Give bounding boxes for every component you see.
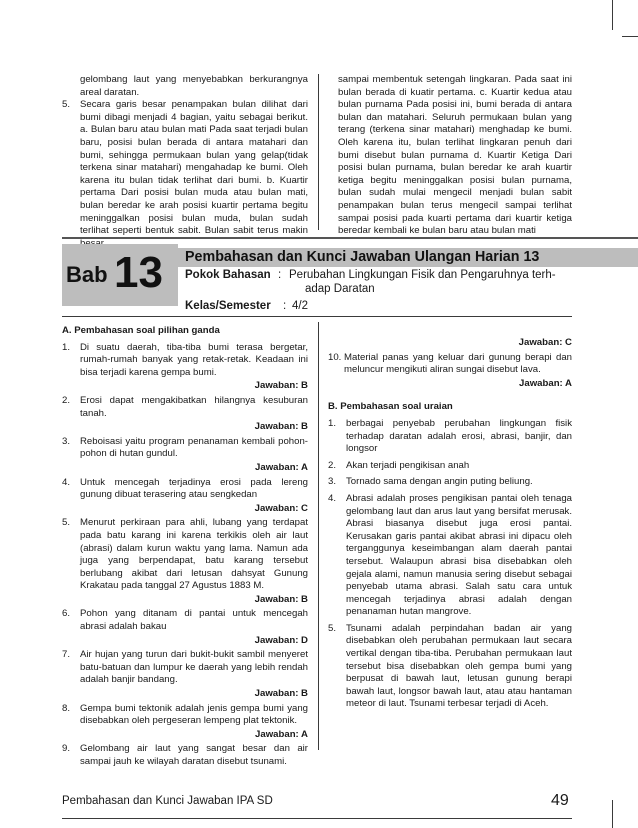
list-item-number: 6. [62, 608, 71, 620]
list-item-text: Gelombang air laut yang sangat besar dan air sampai jauh ke wilayah daratan disebut tsunami. [80, 743, 308, 767]
list-item-number: 4. [328, 492, 337, 504]
list-item-number: 3. [62, 435, 71, 447]
list-item-number: 2. [62, 394, 71, 406]
answer-label: Jawaban: B [254, 688, 308, 700]
answer-label: Jawaban: C [254, 502, 308, 514]
chapter-title: Pembahasan dan Kunci Jawaban Ulangan Harian 13 [185, 249, 540, 265]
lower-right-column [328, 336, 572, 715]
list-item-number: 2. [328, 459, 337, 471]
list-item-text: Gempa bumi tektonik adalah jenis gempa bumi yang disebabkan oleh pergeseran lempeng plat tektonik. [80, 702, 308, 727]
pokok-bahasan-value-line1: Perubahan Lingkungan Fisik dan Pengaruhnya terh- [289, 269, 556, 281]
list-item-number: 7. [62, 649, 71, 661]
pokok-bahasan-label: Pokok Bahasan [185, 269, 271, 281]
page-number: 49 [551, 792, 569, 809]
answer-label: Jawaban: B [254, 421, 308, 433]
list-item-text: Air hujan yang turun dari bukit-bukit sambil menyeret batu-batuan dan lumpur ke daerah yang lebih rendah adalah banjir bandang. [80, 649, 308, 686]
item4-continuation: gelombang laut yang menyebabkan berkurangnya areal daratan. [80, 74, 308, 98]
list-item [62, 703, 308, 728]
list-item [328, 493, 572, 619]
list-item-text: berbagai penyebab perubahan lingkungan fisik terhadap daratan adalah erosi, abrasi, banjir, dan longsor [346, 417, 572, 455]
list-item-number: 1. [328, 417, 337, 429]
pokok-bahasan-sep: : [278, 269, 282, 281]
list-item-text: Akan terjadi pengikisan anah [346, 459, 470, 471]
chapter-bab-label: Bab [66, 262, 108, 287]
crop-mark-top-right-h [622, 36, 638, 37]
header-bottom-rule [62, 316, 572, 317]
list-item [62, 517, 308, 593]
list-item-text: Reboisasi yaitu program penanaman kembali pohon-pohon di hutan gundul. [80, 435, 308, 460]
lower-left-column [62, 322, 308, 769]
list-item-text: Di suatu daerah, tiba-tiba bumi terasa bergetar, rumah-rumah banyak yang retak-retak. Keadaan ini bisa terjadi karena gempa bumi. [80, 341, 308, 378]
list-item [62, 436, 308, 461]
list-item-number: 8. [62, 702, 71, 714]
section-a-heading: A. Pembahasan soal pilihan ganda [62, 325, 220, 336]
item5-text: Secara garis besar penampakan bulan dilihat dari bumi dibagi menjadi 4 bagian, yaitu sebagai berikut. a. Bulan baru atau bulan mati Pada saat terjadi bulan baru, posisi bulan berada di antara matahari dan bumi, sehingga permukaan bulan yang gelap(tidak terkena sinar matahari) mengahadap ke bumi. Oleh karena itu bulan tidak terlihat dari bumi. b. Kuartir pertama Dari posisi bulan muda atau bulan mati, bulan beredar ke arah posisi kuartir pertama begitu meninggalkan posisi bulan muda, bulan sudah terlihat seperti bentuk sabit. Bulan sabit terus makin [80, 99, 308, 237]
answer-9: Jawaban: C [518, 337, 572, 348]
answer-label: Jawaban: D [254, 634, 308, 646]
list-item-number: 4. [62, 476, 71, 488]
list-item-number: 9. [62, 743, 71, 755]
list-item-text: Untuk mencegah terjadinya erosi pada lereng gunung dibuat terasering atau sengkedan [80, 476, 308, 501]
list-item-text: Tsunami adalah perpindahan badan air yang disebabkan oleh perubahan permukaan laut secara vertikal dengan tiba-tiba. Perubahan permukaan laut tersebut bisa disebabkan oleh gempa bumi yang berpusat di bawah laut, letusan gunung berapi bawah laut, longsor bawah laut, atau atau hantaman meteor di laut. Tsunami terbesar terjadi di Aceh. [346, 622, 572, 710]
chapter-box [62, 244, 178, 306]
list-item [62, 649, 308, 687]
list-item-text: Pohon yang ditanam di pantai untuk mencegah abrasi adalah bakau [80, 608, 308, 633]
list-item-number: 3. [328, 476, 337, 488]
footer-rule [62, 818, 572, 819]
lower-column-divider [318, 322, 319, 750]
moon-phases-continuation: sampai membentuk setengah lingkaran. Pada saat ini bulan berada di kuatir pertama. c. Kuartir kedua atau bulan purnama Pada posisi ini, bumi berada di antara bulan dan matahari. Seluruh permukaan bulan yang terang (terkena sinar matahari) menghadap ke bumi. Oleh karena itu, bulan terlihat lingkaran penuh dari bumi disebut bulan purnama d. Kuartir Ketiga Dari posisi bulan purnama, bulan beredar ke arah kuartir ketiga begitu meninggalkan posisi bulan purnama, bulan sudah mulai mengecil menjadi bulan sabit penampakan bulan terus mengecil sampai terlihat sampai posisi pada kuarti pertama dari kuartir ketiga beredar kembali ke bulan baru atau bulan mati [338, 74, 572, 237]
list-item [62, 342, 308, 380]
list-item [328, 460, 572, 473]
kelas-semester-sep: : [283, 300, 287, 312]
section-b-list [328, 418, 572, 711]
crop-mark-bottom-right [612, 800, 613, 828]
list-item-text: Abrasi adalah proses pengikisan pantai oleh tenaga gelombang laut dan arus laut yang bersifat merusak. Abrasi biasanya disebut juga erosi pantai. Kerusakan garis pantai akibat abrasi ini dipacu oleh terganggunya keseimbangan alam daerah pantai tersebut. Walaupun abrasi bisa disebabkan oleh gejala alami, namun manusia sering disebut sebagai penyebab utama abrasi. Salah satu cara untuk mencegah terjadinya abrasi adalah dengan penanaman hutan mangrove. [346, 492, 572, 618]
list-item-text: Tornado sama dengan angin puting beliung. [346, 476, 533, 488]
answer-label: Jawaban: B [254, 593, 308, 605]
answer-label: Jawaban: A [255, 728, 308, 740]
list-item-text: Erosi dapat mengakibatkan hilangnya kesuburan tanah. [80, 394, 308, 419]
answer-10: Jawaban: A [519, 377, 572, 389]
section-a-list [62, 342, 308, 769]
list-item-number: 5. [62, 517, 71, 529]
pokok-bahasan-value-line2: adap Daratan [305, 283, 375, 295]
list-item [62, 743, 308, 768]
item5-number: 5. [62, 99, 71, 111]
chapter-number: 13 [114, 248, 163, 297]
kelas-semester-value: 4/2 [292, 300, 308, 312]
list-item-number: 1. [62, 341, 71, 353]
list-item-text: Menurut perkiraan para ahli, lubang yang terdapat pada batu karang ini karena terkikis oleh air laut (abrasi) dalam kurun waktu yang lama. Namun ada juga yang berpendapat, batu karang tersebut berlubang akibat dari letusan dahsyat Gunung Krakatau pada tanggal 27 Agustus 1883 M. [80, 517, 308, 592]
item10-text: Material panas yang keluar dari gunung berapi dan meluncur mengikuti aliran sungai disebut lava. [344, 351, 572, 376]
item10-number: 10. [328, 351, 342, 363]
kelas-semester-label: Kelas/Semester [185, 300, 271, 312]
list-item [328, 476, 572, 489]
list-item-number: 5. [328, 622, 337, 634]
footer-title: Pembahasan dan Kunci Jawaban IPA SD [62, 795, 273, 807]
list-item [62, 608, 308, 633]
top-right-column [338, 74, 572, 238]
answer-label: Jawaban: A [255, 461, 308, 473]
header-separator [62, 237, 638, 239]
crop-mark-top-right [612, 0, 613, 30]
list-item [62, 395, 308, 420]
section-b-heading: B. Pembahasan soal uraian [328, 401, 453, 413]
answer-label: Jawaban: B [254, 380, 308, 392]
list-item [328, 418, 572, 456]
list-item [62, 477, 308, 502]
top-left-column [62, 74, 308, 250]
top-column-divider [318, 74, 319, 230]
list-item [328, 623, 572, 711]
